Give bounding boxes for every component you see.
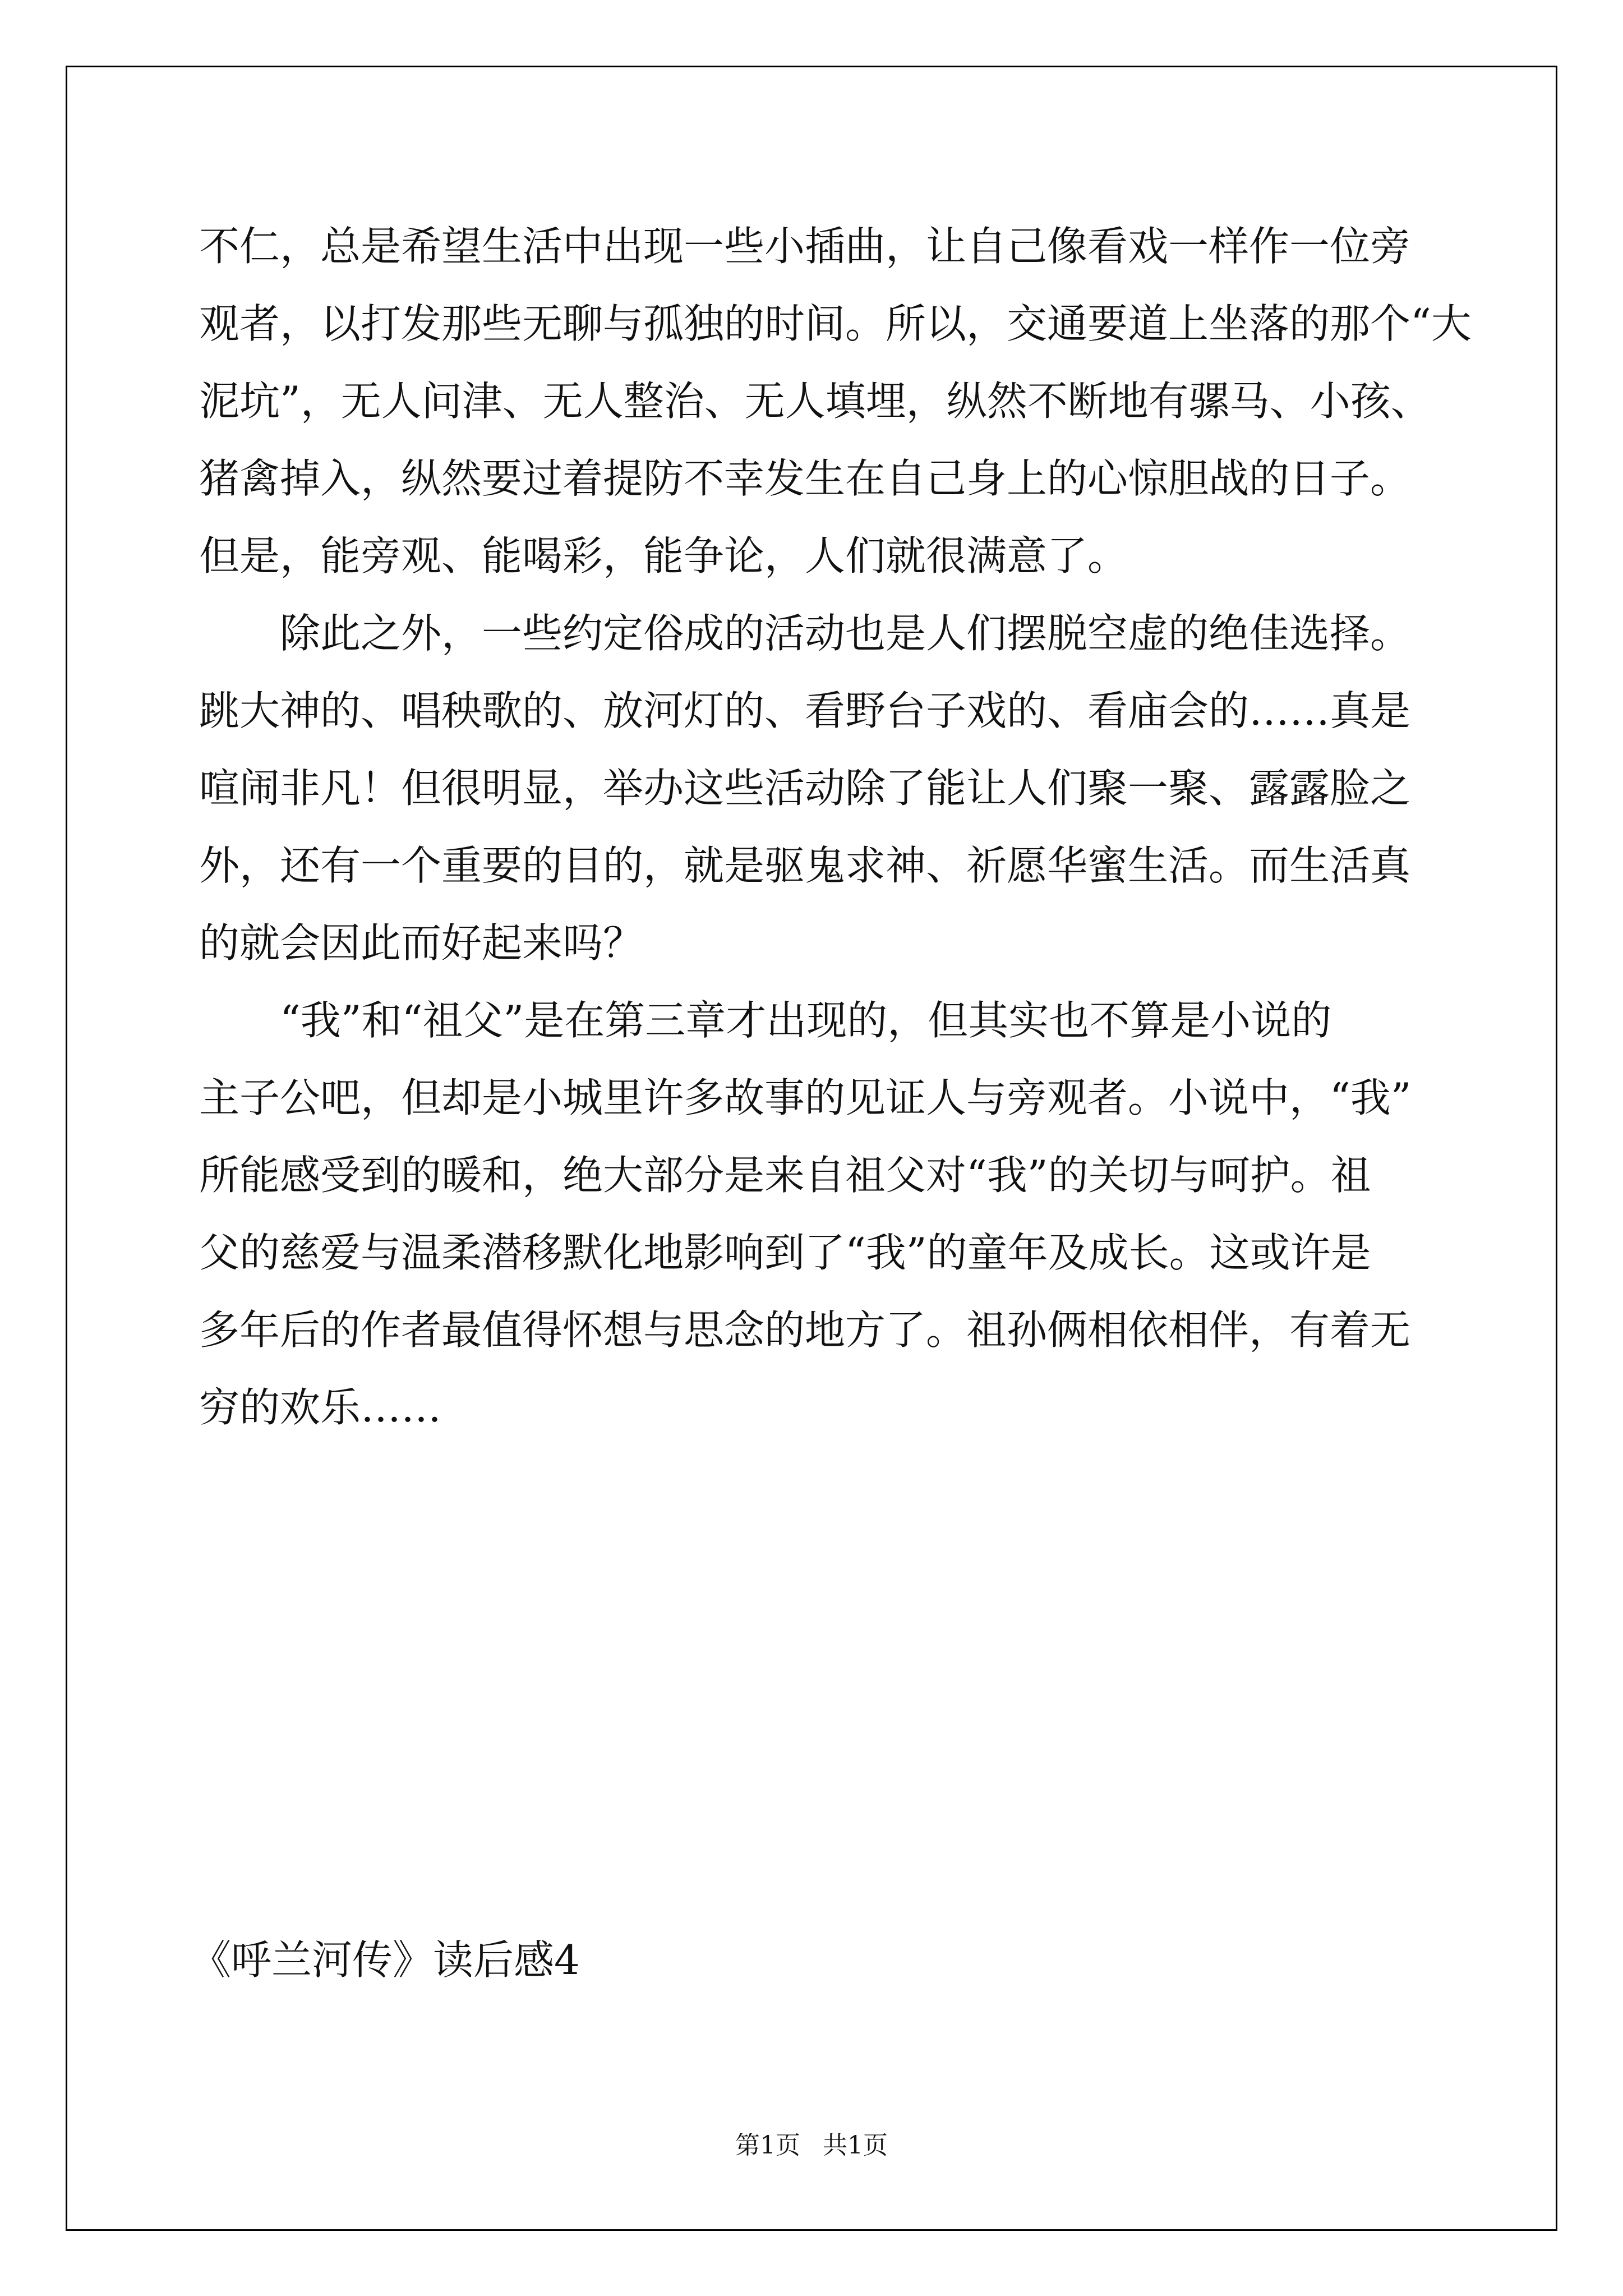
paragraph-2-line-4: 外，还有一个重要的目的，就是驱鬼求神、祈愿华蜜生活。而生活真	[199, 842, 1411, 889]
paragraph-1-line-2: 观者，以打发那些无聊与孤独的时间。所以，交通要道上坐落的那个“大	[199, 300, 1472, 347]
paragraph-3-line-5: 多年后的作者最值得怀想与思念的地方了。祖孙俩相依相伴，有着无	[199, 1306, 1411, 1354]
paragraph-3-line-2: 主子公吧，但却是小城里许多故事的见证人与旁观者。小说中，“我”	[199, 1074, 1412, 1121]
paragraph-1-line-4: 猪禽掉入，纵然要过着提防不幸发生在自己身上的心惊胆战的日子。	[199, 455, 1411, 502]
paragraph-3-line-3: 所能感受到的暖和，绝大部分是来自祖父对“我”的关切与呵护。祖	[199, 1152, 1371, 1199]
paragraph-3-line-6: 穷的欢乐……	[199, 1384, 442, 1431]
paragraph-1-line-3: 泥坑”，无人问津、无人整治、无人填埋，纵然不断地有骡马、小孩、	[199, 378, 1431, 425]
document-body	[199, 208, 1472, 1446]
paragraph-1-line-5: 但是，能旁观、能喝彩，能争论，人们就很满意了。	[199, 532, 1128, 579]
paragraph-2-line-3: 喧闹非凡！但很明显，举办这些活动除了能让人们聚一聚、露露脸之	[199, 765, 1411, 812]
page-footer	[0, 2129, 1623, 2162]
paragraph-1-line-1: 不仁，总是希望生活中出现一些小插曲，让自己像看戏一样作一位旁	[199, 223, 1411, 270]
section-heading: 《呼兰河传》读后感4	[191, 1936, 580, 1984]
page-number-current: 第1页	[735, 2131, 800, 2160]
paragraph-3-line-4: 父的慈爱与温柔潜移默化地影响到了“我”的童年及成长。这或许是	[199, 1229, 1371, 1276]
paragraph-2-line-2: 跳大神的、唱秧歌的、放河灯的、看野台子戏的、看庙会的……真是	[199, 687, 1411, 734]
paragraph-2-line-5: 的就会因此而好起来吗？	[199, 919, 644, 967]
paragraph-2-line-1: 除此之外，一些约定俗成的活动也是人们摆脱空虚的绝佳选择。	[280, 610, 1411, 657]
page-number-total: 共1页	[823, 2131, 888, 2160]
paragraph-3-line-1: “我”和“祖父”是在第三章才出现的，但其实也不算是小说的	[280, 997, 1332, 1044]
